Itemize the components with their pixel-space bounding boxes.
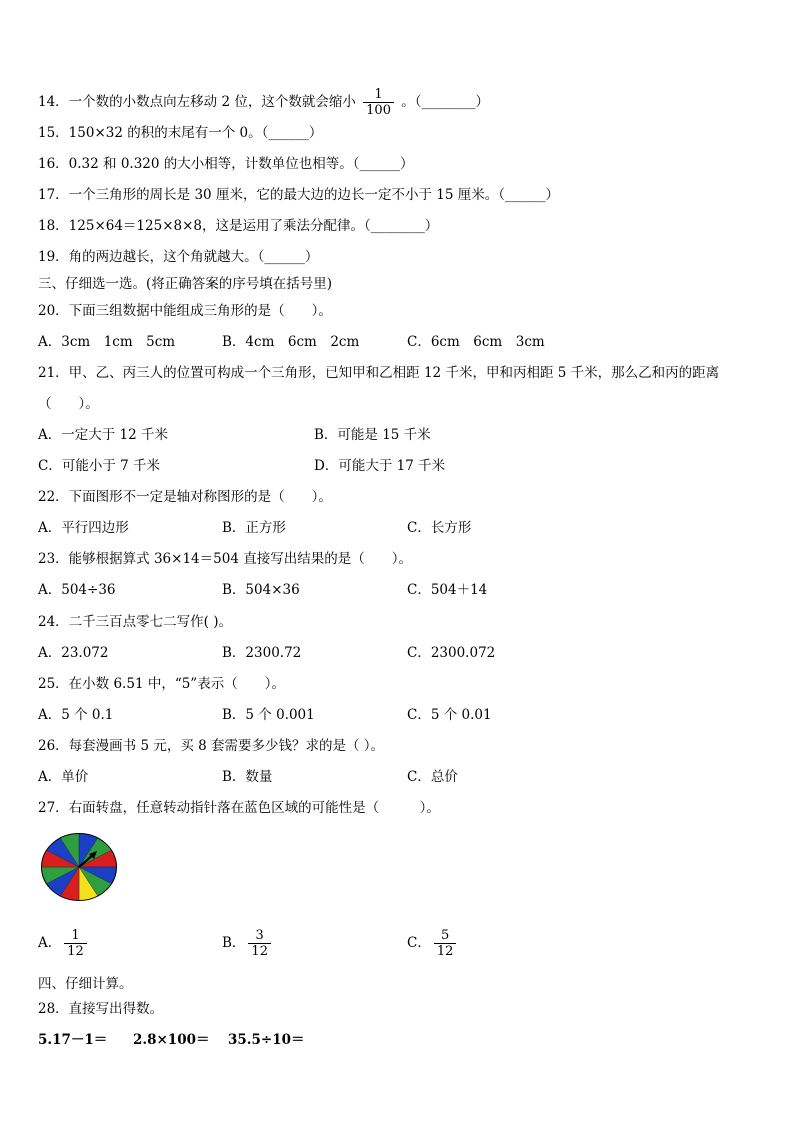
question-14 (38, 87, 489, 118)
q20-option-b[interactable]: B．4cm 6cm 2cm (222, 334, 360, 350)
q25-option-b[interactable]: B．5 个 0.001 (222, 707, 315, 723)
question-21-blank: （ ）。 (38, 396, 99, 412)
q28-expression-2: 2.8×100＝ (133, 1032, 210, 1048)
question-19: 19．角的两边越长，这个角就越大。（______） (38, 249, 319, 265)
q23-option-c[interactable]: C．504＋14 (407, 582, 488, 598)
q24-option-b[interactable]: B．2300.72 (222, 645, 302, 661)
q27-option-b-label: B． (222, 935, 246, 951)
q24-option-c[interactable]: C．2300.072 (407, 645, 496, 661)
section-4-heading: 四、仔细计算。 (38, 976, 133, 992)
question-20-stem: 20．下面三组数据中能组成三角形的是（ ）。 (38, 303, 332, 319)
q27-option-c-fraction (434, 928, 457, 959)
q27-option-c[interactable] (407, 928, 459, 959)
q23-option-a[interactable]: A．504÷36 (38, 582, 116, 598)
q14-frac-num: 1 (374, 87, 383, 102)
q27-a-den: 12 (64, 943, 87, 959)
q21-option-a[interactable]: A．一定大于 12 千米 (38, 427, 169, 443)
q22-option-a[interactable]: A．平行四边形 (38, 520, 129, 536)
q25-option-c[interactable]: C．5 个 0.01 (407, 707, 492, 723)
q27-option-a-label: A． (38, 935, 62, 951)
q27-a-num: 1 (71, 928, 80, 943)
q21-option-d[interactable]: D．可能大于 17 千米 (314, 458, 446, 474)
question-21-stem: 21．甲、乙、丙三人的位置可构成一个三角形，已知甲和乙相距 12 千米，甲和丙相距 5 千米，那么乙和丙的距离 (38, 365, 720, 381)
q27-option-a-fraction (64, 928, 87, 959)
q27-option-a[interactable] (38, 928, 90, 959)
q21-option-b[interactable]: B．可能是 15 千米 (314, 427, 431, 443)
q27-b-num: 3 (255, 928, 264, 943)
q22-option-b[interactable]: B．正方形 (222, 520, 286, 536)
q28-expression-1: 5.17－1＝ (38, 1032, 108, 1048)
q14-fraction (363, 87, 394, 118)
q27-c-den: 12 (434, 943, 457, 959)
q14-text: 14．一个数的小数点向左移动 2 位，这个数就会缩小 (38, 94, 356, 110)
question-17: 17．一个三角形的周长是 30 厘米，它的最大边的边长一定不小于 15 厘米。（______） (38, 187, 559, 203)
question-18: 18．125×64＝125×8×8，这是运用了乘法分配律。（________） (38, 218, 439, 234)
q26-option-b[interactable]: B．数量 (222, 769, 273, 785)
q24-option-a[interactable]: A．23.072 (38, 645, 109, 661)
question-22-stem: 22．下面图形不一定是轴对称图形的是（ ）。 (38, 489, 332, 505)
q28-expression-3: 35.5÷10＝ (228, 1032, 305, 1048)
question-25-stem: 25．在小数 6.51 中，“5”表示（ ）。 (38, 676, 285, 692)
question-15: 15．150×32 的积的末尾有一个 0。（______） (38, 125, 323, 141)
q14-frac-den: 100 (363, 102, 394, 118)
question-23-stem: 23．能够根据算式 36×14＝504 直接写出结果的是（ ）。 (38, 551, 412, 567)
q22-option-c[interactable]: C．长方形 (407, 520, 472, 536)
section-3-heading: 三、仔细选一选。(将正确答案的序号填在括号里) (38, 276, 333, 292)
question-27-stem: 27．右面转盘，任意转动指针落在蓝色区域的可能性是（ ）。 (38, 800, 440, 816)
q14-answer-blank[interactable]: 。（________） (401, 94, 490, 110)
q25-option-a[interactable]: A．5 个 0.1 (38, 707, 114, 723)
q27-b-den: 12 (248, 943, 271, 959)
spinner-wheel (40, 832, 118, 902)
question-26-stem: 26．每套漫画书 5 元，买 8 套需要多少钱？求的是（ ）。 (38, 738, 385, 754)
q26-option-c[interactable]: C．总价 (407, 769, 458, 785)
q27-c-num: 5 (440, 928, 450, 943)
q27-option-b[interactable] (222, 928, 274, 959)
q23-option-b[interactable]: B．504×36 (222, 582, 300, 598)
q21-option-c[interactable]: C．可能小于 7 千米 (38, 458, 161, 474)
q27-option-b-fraction (248, 928, 271, 959)
q26-option-a[interactable]: A．单价 (38, 769, 89, 785)
q20-option-c[interactable]: C．6cm 6cm 3cm (407, 334, 545, 350)
question-16: 16．0.32 和 0.320 的大小相等，计数单位也相等。（______） (38, 156, 414, 172)
question-28-stem: 28．直接写出得数。 (38, 1001, 164, 1017)
q20-option-a[interactable]: A．3cm 1cm 5cm (38, 334, 176, 350)
question-24-stem: 24．二千三百点零七二写作( )。 (38, 614, 233, 630)
q27-option-c-label: C． (407, 935, 431, 951)
